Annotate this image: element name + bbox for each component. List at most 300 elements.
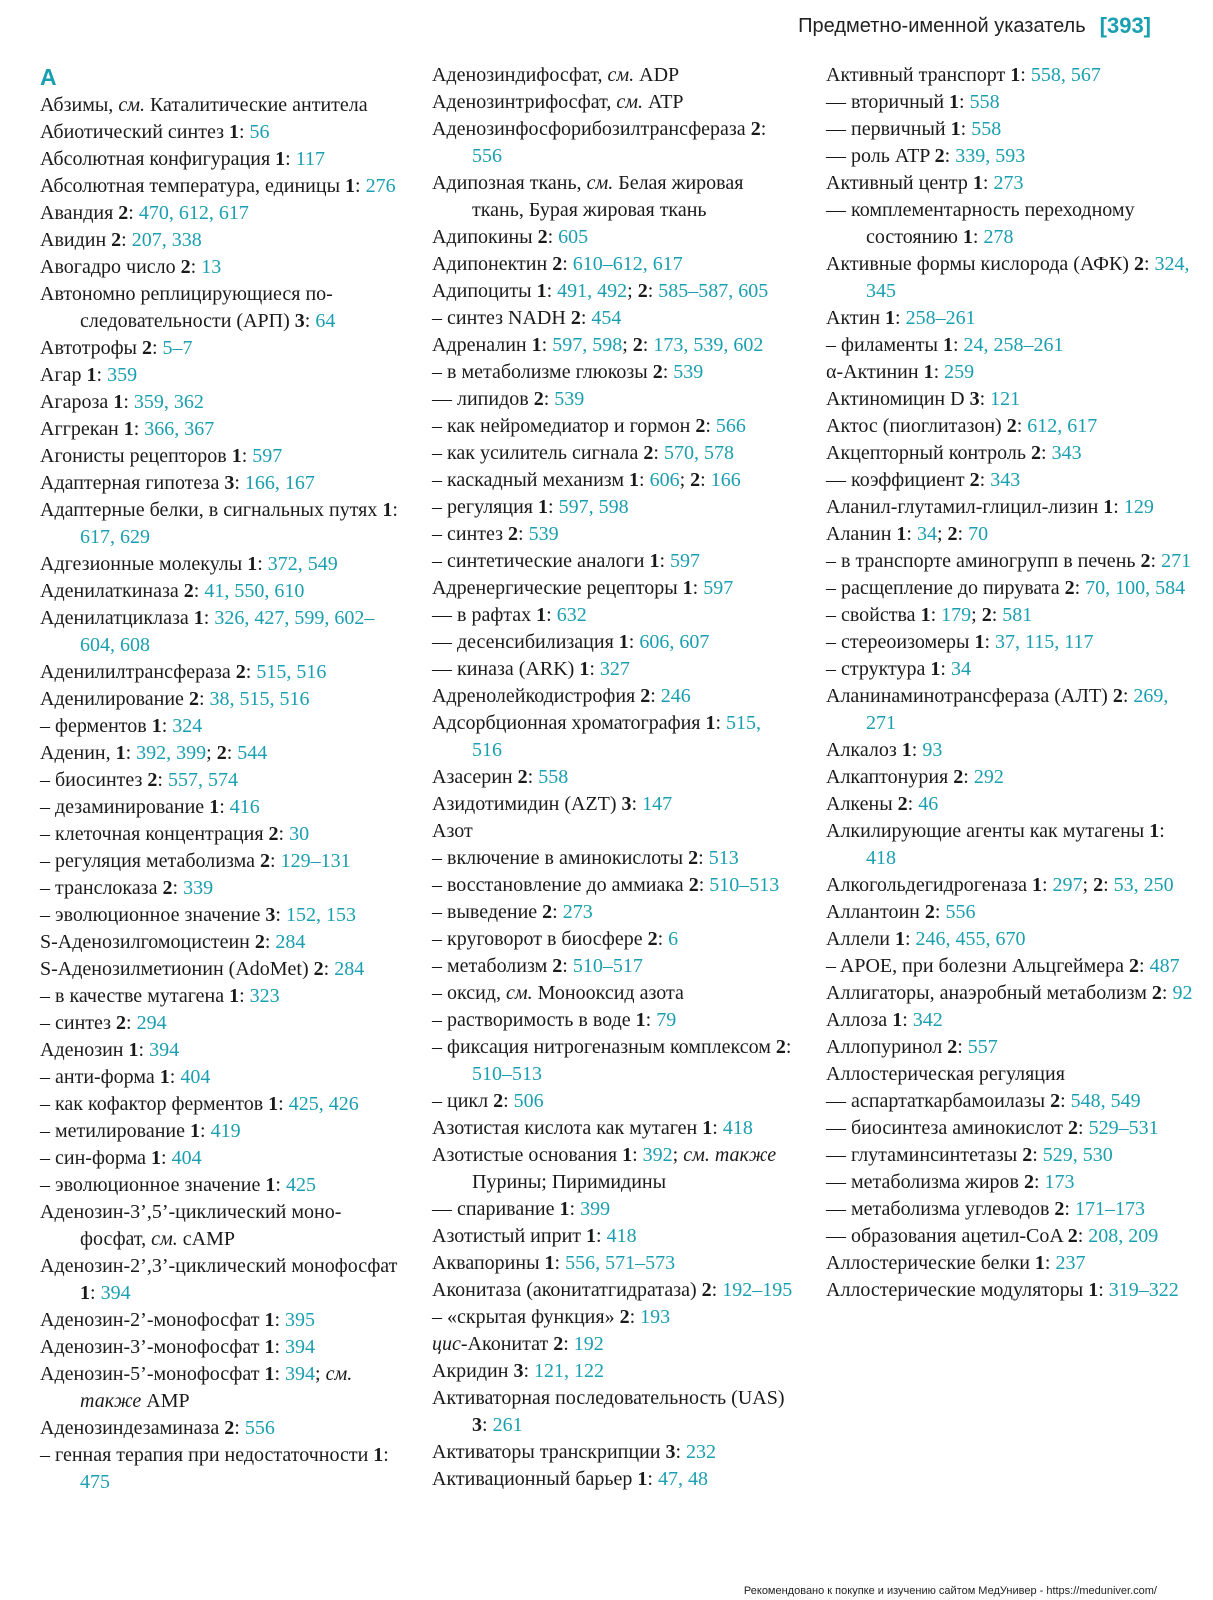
- entry-text: α-Актинин: [826, 361, 924, 383]
- entry-text: Активный центр: [826, 172, 973, 194]
- index-entry: [826, 980, 1196, 1007]
- index-entry: [432, 1358, 794, 1385]
- volume-number: 1: [1010, 64, 1021, 86]
- page-ref-link[interactable]: 53, 250: [1113, 874, 1174, 896]
- entry-text: :: [959, 91, 970, 113]
- entry-text: :: [270, 850, 281, 872]
- volume-number: 2: [981, 604, 992, 626]
- index-entry: [40, 740, 398, 767]
- entry-text: Адренолейкодистрофия: [432, 685, 641, 707]
- entry-text: Агар: [40, 364, 87, 386]
- page-ref-link[interactable]: 173: [1044, 1171, 1075, 1193]
- index-entry: [432, 980, 794, 1007]
- index-entry: [826, 764, 1196, 791]
- entry-text: Адренергические рецепторы: [432, 577, 683, 599]
- page-ref-link[interactable]: 38, 515, 516: [209, 688, 310, 710]
- index-column-3: [826, 62, 1196, 1304]
- volume-number: 1: [345, 175, 355, 197]
- index-entry: [826, 737, 1196, 764]
- page-ref-link[interactable]: 24, 258–261: [963, 334, 1064, 356]
- page-ref-link[interactable]: 597, 598: [552, 334, 623, 356]
- page-ref-link[interactable]: 343: [1051, 442, 1082, 464]
- entry-text: :: [190, 256, 202, 278]
- entry-text: Адгезионные молекулы: [40, 553, 248, 575]
- page-ref-link[interactable]: 129: [1123, 496, 1154, 518]
- page-ref-link[interactable]: 278: [983, 226, 1014, 248]
- page-ref-link[interactable]: 92: [1172, 982, 1193, 1004]
- volume-number: 2: [1140, 550, 1151, 572]
- index-entry: [826, 791, 1196, 818]
- entry-text: :: [543, 388, 555, 410]
- page-ref-link[interactable]: 372, 549: [267, 553, 338, 575]
- volume-number: 1: [538, 496, 548, 518]
- page-ref-link[interactable]: 419: [210, 1120, 241, 1142]
- entry-text: –– метаболизма углеводов: [826, 1198, 1055, 1220]
- page-ref-link[interactable]: 147: [642, 793, 673, 815]
- page-ref-link[interactable]: 70: [968, 523, 989, 545]
- page-ref-link[interactable]: 46: [918, 793, 939, 815]
- page-ref-link[interactable]: 491, 492: [557, 280, 628, 302]
- page-ref-link[interactable]: 394: [285, 1363, 316, 1385]
- entry-text: :: [979, 388, 991, 410]
- entry-text: Аденозинфосфорибозилтрансфераза: [432, 118, 751, 140]
- entry-text: :: [930, 604, 942, 626]
- index-entry: [826, 1115, 1196, 1142]
- index-entry: [826, 602, 1196, 629]
- entry-text: :: [902, 1009, 913, 1031]
- volume-number: 1: [705, 712, 716, 734]
- volume-number: 2: [552, 253, 563, 275]
- page-ref-link[interactable]: 510–513: [709, 874, 780, 896]
- index-entry: [826, 953, 1196, 980]
- page-ref-link[interactable]: 581: [1002, 604, 1033, 626]
- page-ref-link[interactable]: 529, 530: [1042, 1144, 1113, 1166]
- page-ref-link[interactable]: 487: [1149, 955, 1180, 977]
- page-ref-link[interactable]: 93: [922, 739, 943, 761]
- page-ref-link[interactable]: 585–587, 605: [658, 280, 769, 302]
- entry-text: Азидотимидин (AZT): [432, 793, 622, 815]
- page-ref-link[interactable]: 323: [249, 985, 280, 1007]
- page-ref-link[interactable]: 366, 367: [144, 418, 215, 440]
- page-number: [393]: [1099, 13, 1151, 38]
- index-entry: [40, 794, 398, 821]
- page-ref-link[interactable]: 294: [136, 1012, 167, 1034]
- page-ref-link[interactable]: 207, 338: [131, 229, 202, 251]
- index-entry: [432, 1007, 794, 1034]
- entry-text: ;: [1082, 874, 1094, 896]
- volume-number: 1: [622, 1144, 633, 1166]
- entry-text: :: [226, 742, 238, 764]
- page-ref-link[interactable]: 37, 115, 117: [995, 631, 1094, 653]
- entry-text: :: [1098, 1279, 1109, 1301]
- entry-text: Аденилирование: [40, 688, 189, 710]
- entry-text: :: [275, 904, 286, 926]
- page-ref-link[interactable]: 5–7: [162, 337, 193, 359]
- page-ref-link[interactable]: 394: [100, 1282, 131, 1304]
- index-entry: [826, 1088, 1196, 1115]
- page-ref-link[interactable]: 342: [912, 1009, 943, 1031]
- page-ref-link[interactable]: 597: [252, 445, 283, 467]
- page-ref-link[interactable]: 13: [201, 256, 222, 278]
- volume-number: 1: [920, 604, 931, 626]
- page-ref-link[interactable]: 597: [670, 550, 701, 572]
- page-ref-link[interactable]: 343: [990, 469, 1021, 491]
- volume-number: 1: [1149, 820, 1160, 842]
- page-ref-link[interactable]: 470, 612, 617: [138, 202, 249, 224]
- page-ref-link[interactable]: 544: [237, 742, 268, 764]
- page-ref-link[interactable]: 258–261: [905, 307, 976, 329]
- entry-text: Азотистый иприт: [432, 1225, 587, 1247]
- entry-text: :: [705, 415, 716, 437]
- page-ref-link[interactable]: 394: [149, 1039, 180, 1061]
- page-ref-link[interactable]: 324: [172, 715, 203, 737]
- page-ref-link[interactable]: 606: [649, 469, 680, 491]
- index-entry: [826, 818, 1196, 872]
- index-column-2: [432, 62, 794, 1493]
- page-ref-link[interactable]: 617, 629: [80, 526, 150, 548]
- page-ref-link[interactable]: 259: [944, 361, 975, 383]
- index-entry: [826, 521, 1196, 548]
- page-ref-link[interactable]: 121, 122: [534, 1360, 605, 1382]
- entry-text: ;: [622, 334, 633, 356]
- section-letter: А: [40, 64, 57, 90]
- entry-text: :: [121, 229, 132, 251]
- index-entry: [432, 926, 794, 953]
- volume-number: 1: [193, 607, 204, 629]
- page-ref-link[interactable]: 166, 167: [244, 472, 315, 494]
- page-ref-link[interactable]: 284: [334, 958, 365, 980]
- index-entry: [826, 440, 1196, 467]
- index-entry: [432, 818, 794, 845]
- volume-number: 2: [147, 769, 158, 791]
- page-ref-link[interactable]: 558: [969, 91, 1000, 113]
- index-entry: [826, 899, 1196, 926]
- page-ref-link[interactable]: 425: [285, 1174, 316, 1196]
- page-ref-link[interactable]: 121: [990, 388, 1021, 410]
- entry-text: :: [675, 1441, 687, 1463]
- page-ref-link[interactable]: 610–612, 617: [572, 253, 683, 275]
- entry-text: – фиксация нитрогеназным комплексом: [432, 1036, 776, 1058]
- page-ref-link[interactable]: 324, 345: [866, 253, 1190, 302]
- page-ref-link[interactable]: 557: [967, 1036, 998, 1058]
- entry-text: :: [1103, 874, 1114, 896]
- index-entry: [826, 1250, 1196, 1277]
- page-ref-link[interactable]: 79: [656, 1009, 677, 1031]
- entry-text: :: [957, 1036, 968, 1058]
- page-ref-link[interactable]: 339, 593: [955, 145, 1026, 167]
- entry-text: Активаторная последовательность (UAS): [432, 1387, 785, 1409]
- page-ref-link[interactable]: 173, 539, 602: [653, 334, 764, 356]
- entry-text: – как кофактор ферментов: [40, 1093, 269, 1115]
- entry-text: – синтез NADH: [432, 307, 571, 329]
- page-ref-link[interactable]: 359, 362: [133, 391, 204, 413]
- page-ref-link[interactable]: 539: [673, 361, 704, 383]
- entry-text: – синтетические аналоги: [432, 550, 650, 572]
- page-ref-link[interactable]: 557, 574: [167, 769, 238, 791]
- page-ref-link[interactable]: 192: [573, 1333, 604, 1355]
- page-ref-link[interactable]: 632: [556, 604, 587, 626]
- entry-text: Адаптерная гипотеза: [40, 472, 225, 494]
- volume-number: 1: [885, 307, 896, 329]
- page-ref-link[interactable]: 418: [722, 1117, 753, 1139]
- entry-text: –– роль ATP: [826, 145, 935, 167]
- index-entry: [40, 1442, 398, 1496]
- entry-text: Аллостерические модуляторы: [826, 1279, 1089, 1301]
- page-ref-link[interactable]: 237: [1055, 1252, 1086, 1274]
- index-entry: [432, 62, 794, 89]
- index-entry: [40, 1091, 398, 1118]
- volume-number: 1: [264, 1336, 275, 1358]
- entry-text: :: [128, 202, 139, 224]
- page-ref-link[interactable]: 129–131: [280, 850, 351, 872]
- entry-text: :: [562, 955, 573, 977]
- page-ref-link[interactable]: 570, 578: [663, 442, 734, 464]
- entry-text: – анти-форма: [40, 1066, 160, 1088]
- page-ref-link[interactable]: 273: [562, 901, 593, 923]
- entry-text: –– образования ацетил-CoA: [826, 1225, 1068, 1247]
- page-ref-link[interactable]: 539: [528, 523, 559, 545]
- entry-text: Аллигаторы, анаэробный метаболизм: [826, 982, 1152, 1004]
- page-ref-link[interactable]: 246: [660, 685, 691, 707]
- page-ref-link[interactable]: 556: [472, 145, 502, 167]
- volume-number: 1: [962, 226, 973, 248]
- entry-text: :: [1159, 820, 1165, 842]
- page-ref-link[interactable]: 548, 549: [1070, 1090, 1141, 1112]
- page-ref-link[interactable]: 246, 455, 670: [915, 928, 1026, 950]
- entry-text: – стереоизомеры: [826, 631, 975, 653]
- entry-text: Белая жировая ткань, Бурая жировая ткань: [472, 172, 744, 221]
- index-entry: [432, 1034, 794, 1088]
- entry-text: :: [631, 793, 643, 815]
- page-ref-link[interactable]: 404: [180, 1066, 211, 1088]
- page-ref-link[interactable]: 327: [599, 658, 630, 680]
- entry-text: :: [203, 607, 215, 629]
- page-ref-link[interactable]: 273: [993, 172, 1024, 194]
- volume-number: 2: [118, 202, 129, 224]
- page-ref-link[interactable]: 392: [642, 1144, 673, 1166]
- entry-text: Аллостерические белки: [826, 1252, 1035, 1274]
- entry-text: :: [234, 472, 245, 494]
- volume-number: 1: [275, 148, 286, 170]
- entry-text: :: [628, 631, 640, 653]
- entry-text: :: [527, 766, 539, 788]
- volume-number: 2: [1093, 874, 1104, 896]
- volume-number: 2: [1031, 442, 1041, 464]
- page-ref-link[interactable]: 47, 48: [657, 1468, 708, 1490]
- entry-text: ;: [936, 523, 948, 545]
- page-ref-link[interactable]: 41, 550, 610: [204, 580, 305, 602]
- page-ref-link[interactable]: 208, 209: [1088, 1225, 1159, 1247]
- volume-number: 1: [702, 1117, 713, 1139]
- index-entry: [40, 713, 398, 740]
- entry-text: :: [1122, 685, 1134, 707]
- index-entry: [826, 1223, 1196, 1250]
- page-ref-link[interactable]: 30: [289, 823, 310, 845]
- page-ref-link[interactable]: 506: [513, 1090, 544, 1112]
- page-ref-link[interactable]: 556: [945, 901, 976, 923]
- page-ref-link[interactable]: 605: [558, 226, 589, 248]
- page-ref-link[interactable]: 152, 153: [285, 904, 356, 926]
- entry-text: :: [711, 1279, 723, 1301]
- index-entry: [432, 1142, 794, 1196]
- page-ref-link[interactable]: 192–195: [722, 1279, 793, 1301]
- volume-number: 1: [1088, 1279, 1099, 1301]
- entry-text: ADP: [634, 64, 680, 86]
- page-ref-link[interactable]: 510–513: [472, 1063, 542, 1085]
- volume-number: 2: [1064, 577, 1075, 599]
- index-entry: [40, 1172, 398, 1199]
- entry-text: – цикл: [432, 1090, 494, 1112]
- volume-number: 1: [115, 742, 126, 764]
- entry-text: :: [518, 523, 529, 545]
- entry-text: ;: [315, 1363, 326, 1385]
- volume-number: 2: [1050, 1090, 1061, 1112]
- page-ref-link[interactable]: 425, 426: [288, 1093, 359, 1115]
- entry-text: Каталитические антитела: [144, 94, 368, 116]
- index-entry: [432, 332, 794, 359]
- page-ref-link[interactable]: 319–322: [1108, 1279, 1179, 1301]
- page-ref-link[interactable]: 261: [492, 1414, 523, 1436]
- volume-number: 2: [235, 661, 246, 683]
- index-entry: [40, 497, 398, 551]
- page-ref-link[interactable]: 297: [1052, 874, 1083, 896]
- entry-text: –– биосинтеза аминокислот: [826, 1117, 1068, 1139]
- index-entry: [40, 227, 398, 254]
- entry-text: Аллостерическая регуляция: [826, 1063, 1065, 1085]
- page-ref-link[interactable]: 418: [606, 1225, 637, 1247]
- page-ref-link[interactable]: 556, 571–573: [565, 1252, 676, 1274]
- entry-text: :: [198, 688, 210, 710]
- page-ref-link[interactable]: 539: [554, 388, 585, 410]
- page-ref-link[interactable]: 597, 598: [558, 496, 629, 518]
- entry-text: :: [123, 391, 134, 413]
- page-ref-link[interactable]: 193: [640, 1306, 671, 1328]
- page-ref-link[interactable]: 513: [708, 847, 739, 869]
- page-ref-link[interactable]: 232: [686, 1441, 717, 1463]
- page-ref-link[interactable]: 56: [249, 121, 270, 143]
- index-entry: [432, 1088, 794, 1115]
- entry-text: :: [642, 334, 654, 356]
- page-ref-link[interactable]: 558, 567: [1030, 64, 1101, 86]
- index-entry: [826, 575, 1196, 602]
- page-ref-link[interactable]: 70, 100, 584: [1085, 577, 1186, 599]
- entry-text: :: [193, 580, 205, 602]
- page-ref-link[interactable]: 339: [183, 877, 214, 899]
- page-ref-link[interactable]: 416: [229, 796, 260, 818]
- page-ref-link[interactable]: 597: [703, 577, 734, 599]
- entry-text: :: [482, 1414, 493, 1436]
- page-ref-link[interactable]: 475: [80, 1471, 110, 1493]
- entry-text: Аденозин-3’-монофосфат: [40, 1336, 265, 1358]
- page-ref-link[interactable]: 117: [295, 148, 325, 170]
- entry-text: :: [629, 1306, 641, 1328]
- index-entry: [432, 1277, 794, 1304]
- index-entry: [40, 1037, 398, 1064]
- page-ref-link[interactable]: 284: [275, 931, 306, 953]
- page-ref-link[interactable]: 359: [107, 364, 138, 386]
- page-ref-link[interactable]: 271: [1161, 550, 1192, 572]
- index-entry: [826, 359, 1196, 386]
- entry-text: :: [200, 1120, 211, 1142]
- entry-text: ;: [672, 1144, 684, 1166]
- entry-text: Автономно реплицирующиеся последовательности (АРП): [40, 283, 333, 332]
- volume-number: 2: [180, 256, 191, 278]
- volume-number: 2: [619, 1306, 630, 1328]
- volume-number: 1: [229, 985, 240, 1007]
- entry-text: :: [991, 604, 1003, 626]
- entry-text: Азот: [432, 820, 473, 842]
- page-ref-link[interactable]: 558: [538, 766, 569, 788]
- volume-number: 1: [190, 1120, 200, 1142]
- volume-number: 2: [1054, 1198, 1065, 1220]
- page-ref-link[interactable]: 556: [244, 1417, 275, 1439]
- volume-number: 2: [493, 1090, 504, 1112]
- volume-number: 2: [313, 958, 324, 980]
- volume-number: 2: [647, 928, 658, 950]
- page-ref-link[interactable]: 34: [950, 658, 971, 680]
- entry-text: AMP: [141, 1390, 190, 1412]
- page-ref-link[interactable]: 166: [710, 469, 741, 491]
- page-ref-link[interactable]: 395: [285, 1309, 316, 1331]
- page-ref-link[interactable]: 292: [973, 766, 1004, 788]
- index-entry: [432, 1304, 794, 1331]
- page-ref-link[interactable]: 399: [580, 1198, 611, 1220]
- page-ref-link[interactable]: 606, 607: [639, 631, 710, 653]
- entry-text: :: [546, 280, 558, 302]
- page-ref-link[interactable]: 269, 271: [866, 685, 1169, 734]
- page-ref-link[interactable]: 418: [866, 847, 896, 869]
- index-entry: [826, 656, 1196, 683]
- entry-text: – в метаболизме глюкозы: [432, 361, 653, 383]
- index-entry: [40, 902, 398, 929]
- page-ref-link[interactable]: 454: [591, 307, 622, 329]
- page-ref-link[interactable]: 326, 427, 599, 602–604, 608: [80, 607, 375, 656]
- page-ref-link[interactable]: 529–531: [1088, 1117, 1159, 1139]
- page-ref-link[interactable]: 566: [715, 415, 746, 437]
- page-ref-link[interactable]: 404: [171, 1147, 202, 1169]
- page-ref-link[interactable]: 392, 399: [136, 742, 207, 764]
- page-ref-link[interactable]: 179: [941, 604, 972, 626]
- page-ref-link[interactable]: 6: [668, 928, 679, 950]
- page-ref-link[interactable]: 64: [315, 310, 336, 332]
- entry-text: Аллантоин: [826, 901, 925, 923]
- entry-text: :: [90, 1282, 101, 1304]
- volume-number: 2: [643, 442, 654, 464]
- entry-text: – «скрытая функция»: [432, 1306, 620, 1328]
- volume-number: 2: [688, 874, 699, 896]
- page-ref-link[interactable]: 515, 516: [472, 712, 762, 761]
- entry-text: Абиотический синтез: [40, 121, 229, 143]
- entry-text: Аллопуринол: [826, 1036, 948, 1058]
- page-ref-link[interactable]: 510–517: [572, 955, 643, 977]
- entry-text: –– первичный: [826, 118, 951, 140]
- page-ref-link[interactable]: 612, 617: [1027, 415, 1098, 437]
- entry-text: :: [698, 874, 710, 896]
- page-ref-link[interactable]: 515, 516: [256, 661, 327, 683]
- index-entry: [826, 467, 1196, 494]
- entry-text: – включение в аминокислоты: [432, 847, 689, 869]
- entry-text: :: [234, 1417, 245, 1439]
- volume-number: 1: [228, 121, 239, 143]
- page-ref-link[interactable]: 394: [285, 1336, 316, 1358]
- page-ref-link[interactable]: 171–173: [1074, 1198, 1145, 1220]
- page-ref-link[interactable]: 558: [971, 118, 1002, 140]
- volume-number: 2: [688, 847, 699, 869]
- entry-text: :: [653, 442, 664, 464]
- entry-text: Аконитаза (аконитатгидратаза): [432, 1279, 702, 1301]
- page-ref-link[interactable]: 276: [365, 175, 396, 197]
- page-ref-link[interactable]: 34: [916, 523, 937, 545]
